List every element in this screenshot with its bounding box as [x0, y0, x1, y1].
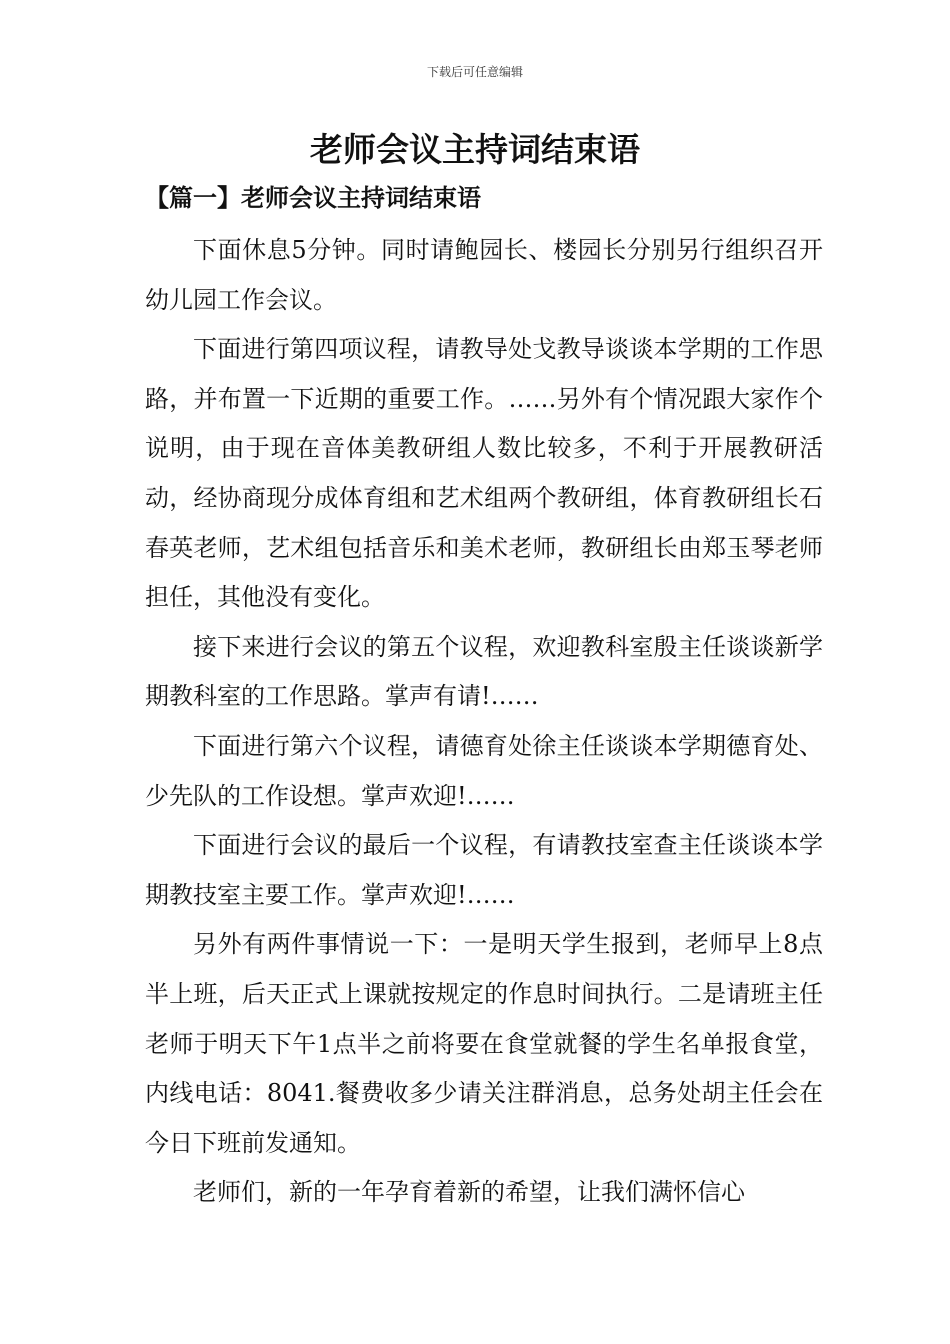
- document-title: 老师会议主持词结束语: [310, 130, 640, 169]
- paragraph: 另外有两件事情说一下：一是明天学生报到，老师早上8点半上班，后天正式上课就按规定的作息时间执行。二是请班主任老师于明天下午1点半之前将要在食堂就餐的学生名单报食堂，内线电话：8041.餐费收多少请关注群消息，总务处胡主任会在今日下班前发通知。: [145, 930, 823, 1157]
- paragraph: 下面进行会议的最后一个议程，有请教技室查主任谈谈本学期教技室主要工作。掌声欢迎!……: [145, 831, 823, 909]
- paragraph: 老师们，新的一年孕育着新的希望，让我们满怀信心: [193, 1178, 745, 1207]
- section-heading: 【篇一】老师会议主持词结束语: [145, 183, 481, 212]
- document-body: [145, 226, 823, 1218]
- paragraph: 下面进行第四项议程，请教导处戈教导谈谈本学期的工作思路，并布置一下近期的重要工作。……另外有个情况跟大家作个说明，由于现在音体美教研组人数比较多，不利于开展教研活动，经协商现分成体育组和艺术组两个教研组，体育教研组长石春英老师，艺术组包括音乐和美术老师，教研组长由郑玉琴老师担任，其他没有变化。: [145, 335, 823, 612]
- paragraph: 下面休息5分钟。同时请鲍园长、楼园长分别另行组织召开幼儿园工作会议。: [145, 236, 823, 314]
- header-note: 下载后可任意编辑: [426, 65, 523, 79]
- paragraph: 接下来进行会议的第五个议程，欢迎教科室殷主任谈谈新学期教科室的工作思路。掌声有请!……: [145, 632, 823, 711]
- paragraph: 下面进行第六个议程，请德育处徐主任谈谈本学期德育处、少先队的工作设想。掌声欢迎!……: [145, 731, 823, 810]
